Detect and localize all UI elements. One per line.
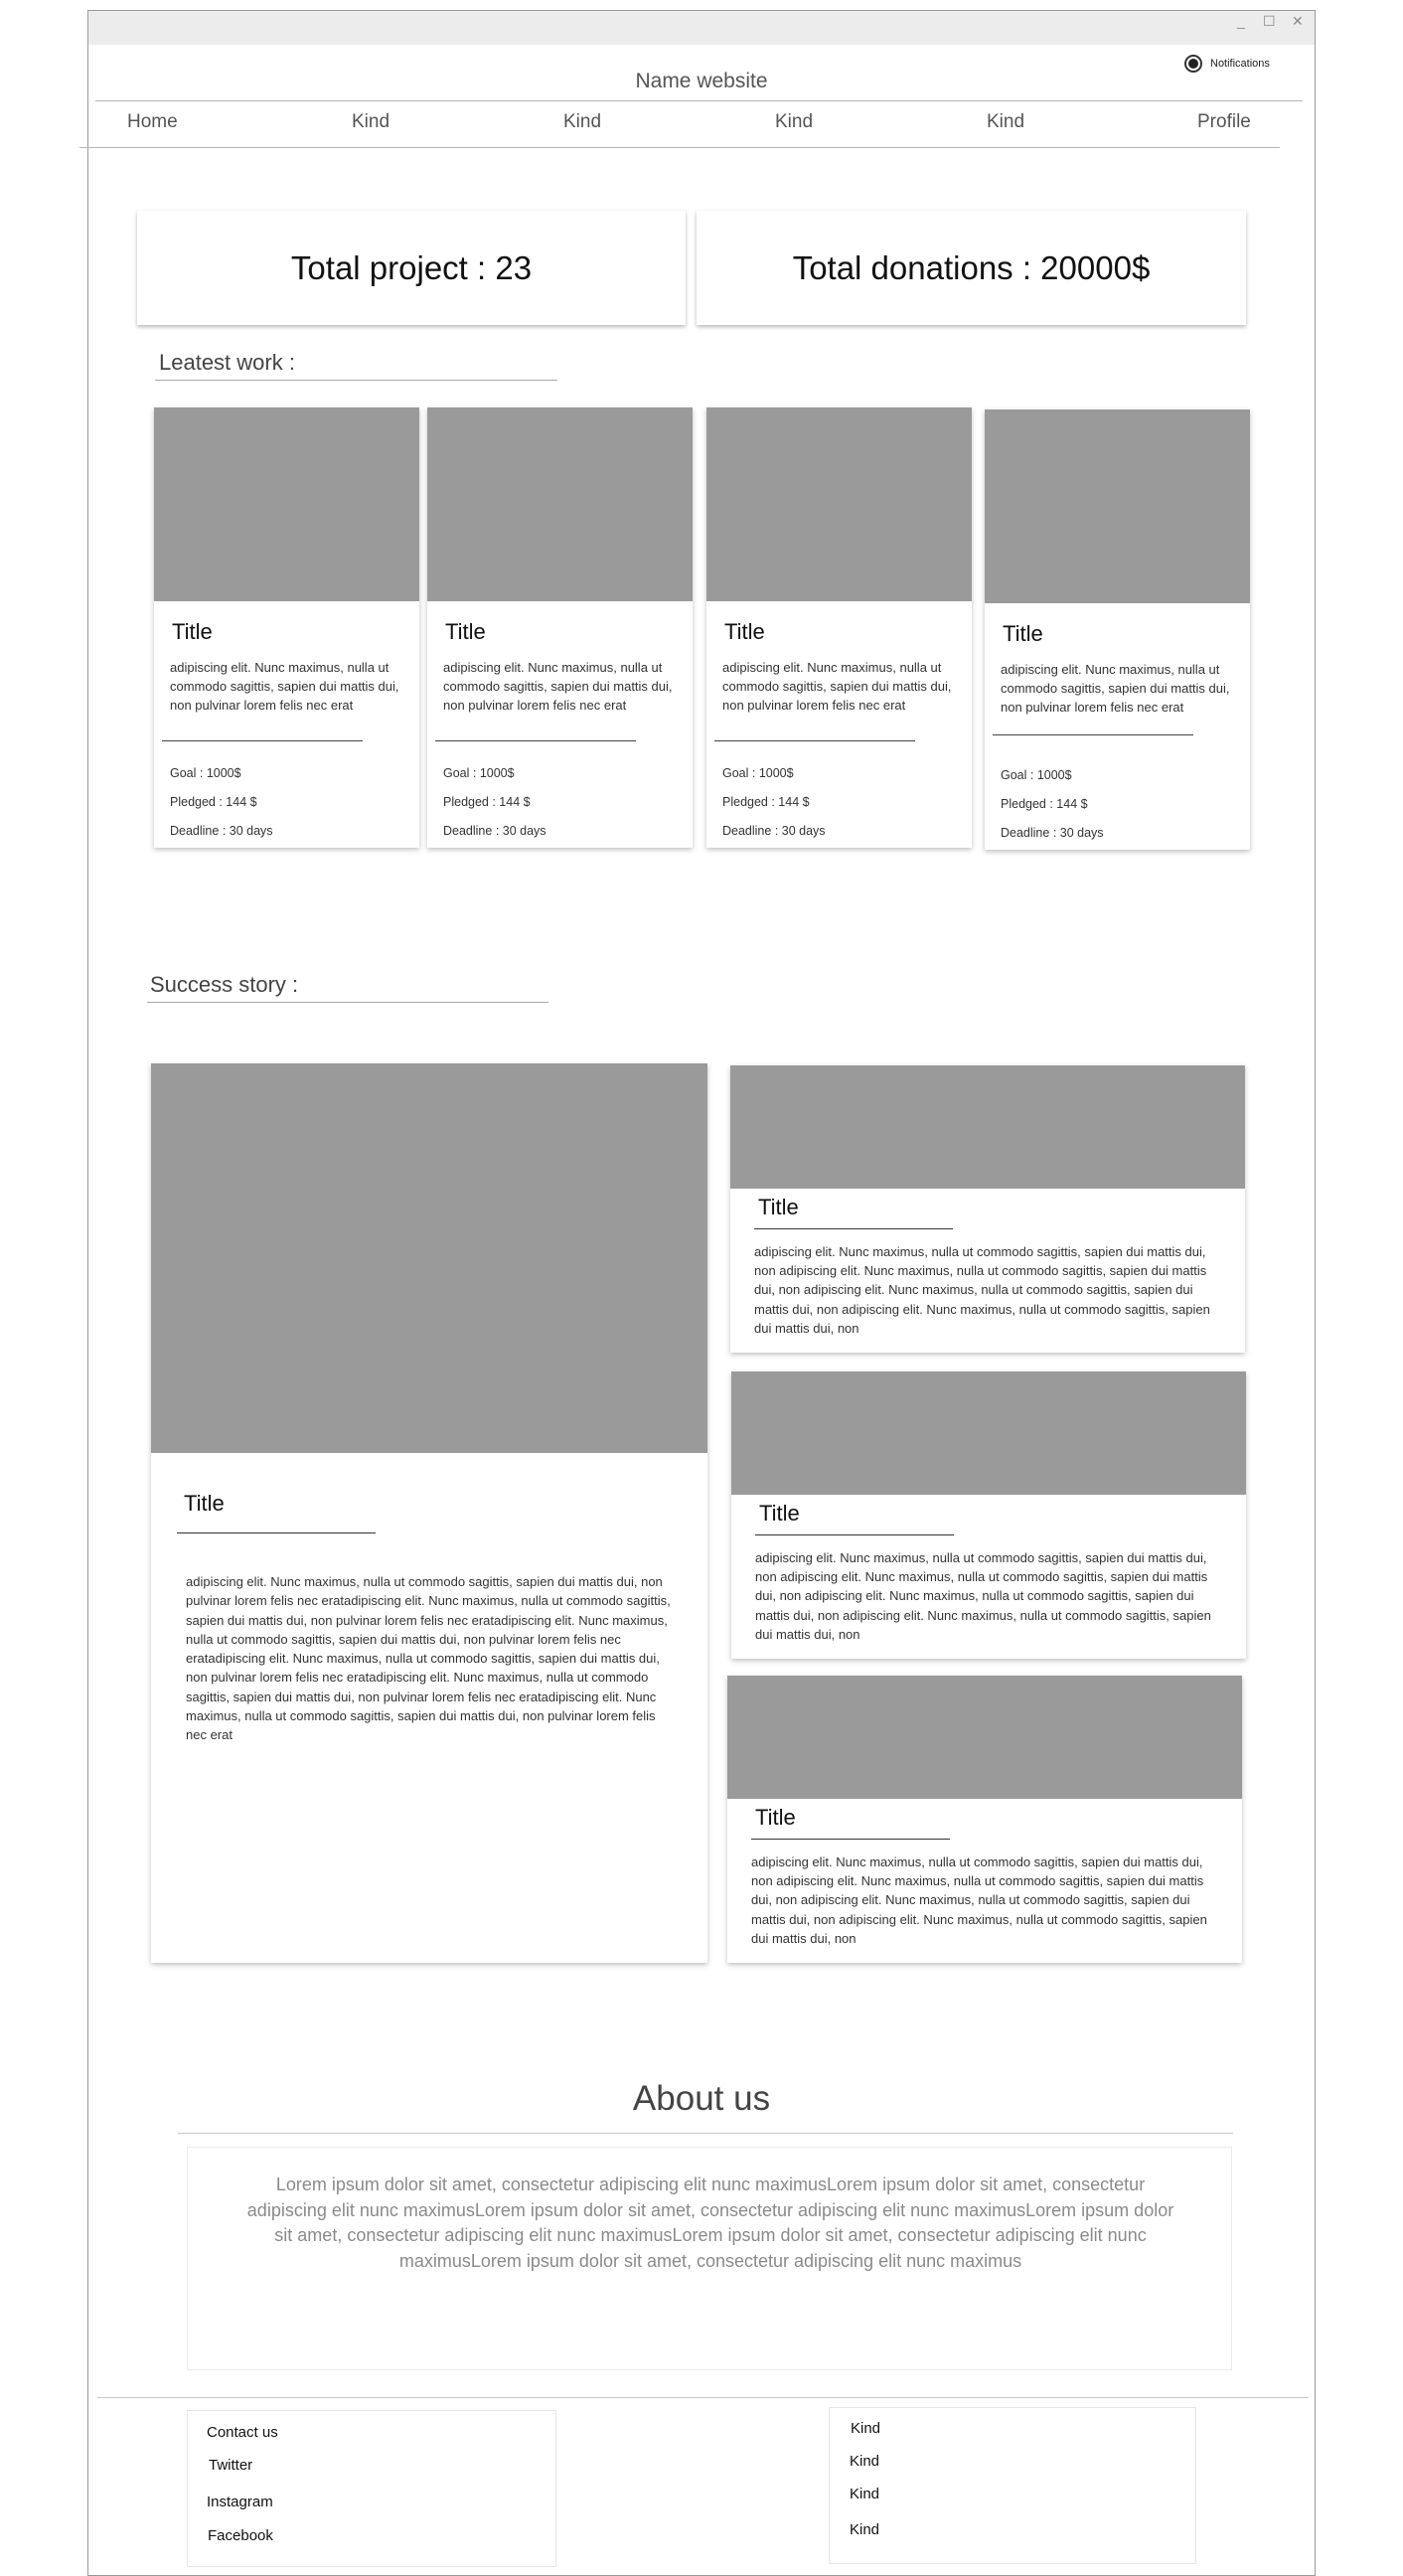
success-story-underline [147,1002,548,1003]
project-card[interactable] [427,407,693,848]
total-projects-text: Total project : 23 [290,248,533,286]
footer-link-kind[interactable]: Kind [851,2420,881,2437]
story-description: adipiscing elit. Nunc maximus, nulla ut commodo sagittis, sapien dui mattis dui, non adipiscing elit. Nunc maximus, nulla ut commodo sagittis, sapien dui mattis dui, non adipiscing elit. Nunc maximus, nulla ut commodo sagittis, sapien dui mattis dui, non adipiscing elit. Nunc maximus, nulla ut commodo sagittis, sapien dui mattis dui, non [754,1244,1210,1336]
project-description: adipiscing elit. Nunc maximus, nulla ut commodo sagittis, sapien dui mattis dui, non pulvinar lorem felis nec erat [170,660,399,713]
project-divider [993,734,1193,735]
project-pledged: Pledged : 144 $ [722,795,810,809]
story-card[interactable] [727,1676,1242,1963]
featured-story-divider [177,1532,376,1533]
nav-divider [79,147,1280,148]
story-image [727,1676,1242,1799]
story-divider [754,1228,953,1229]
project-title: Title [445,619,486,644]
footer-link-instagram[interactable]: Instagram [207,2494,273,2510]
site-name: Name website [635,70,768,92]
footer-link-twitter[interactable]: Twitter [209,2457,253,2474]
maximize-icon[interactable]: ☐ [1263,13,1276,29]
story-card[interactable] [731,1371,1246,1659]
project-card[interactable] [985,409,1250,850]
project-deadline: Deadline : 30 days [722,824,826,838]
project-title: Title [172,619,213,644]
notifications-label: Notifications [1210,58,1270,70]
project-description: adipiscing elit. Nunc maximus, nulla ut commodo sagittis, sapien dui mattis dui, non pulvinar lorem felis nec erat [722,660,952,713]
project-goal: Goal : 1000$ [443,766,515,780]
story-description: adipiscing elit. Nunc maximus, nulla ut commodo sagittis, sapien dui mattis dui, non adipiscing elit. Nunc maximus, nulla ut commodo sagittis, sapien dui mattis dui, non adipiscing elit. Nunc maximus, nulla ut commodo sagittis, sapien dui mattis dui, non adipiscing elit. Nunc maximus, nulla ut commodo sagittis, sapien dui mattis dui, non [755,1550,1211,1642]
project-pledged: Pledged : 144 $ [170,795,257,809]
story-image [730,1065,1245,1189]
footer-kind-box [829,2407,1196,2564]
about-divider [178,2133,1233,2134]
story-title: Title [759,1501,800,1526]
project-deadline: Deadline : 30 days [443,824,546,838]
nav-profile[interactable]: Profile [1197,111,1251,132]
project-image [706,407,972,601]
project-title: Title [724,619,765,644]
featured-story-title: Title [184,1491,225,1516]
success-story-heading: Success story : [150,972,299,997]
story-divider [755,1534,954,1535]
project-image [154,407,419,601]
close-icon[interactable]: ✕ [1292,13,1304,29]
project-card[interactable] [706,407,972,848]
footer-divider [97,2397,1309,2398]
project-pledged: Pledged : 144 $ [1001,797,1088,811]
footer-link-kind[interactable]: Kind [850,2453,880,2470]
project-pledged: Pledged : 144 $ [443,795,531,809]
about-us-text: Lorem ipsum dolor sit amet, consectetur adipiscing elit nunc maximusLorem ipsum dolor sit amet, consectetur adipiscing elit nunc maximusLorem ipsum dolor sit amet, consectetur adipiscing elit nunc maximusLorem ipsum dolor sit amet, consectetur adipiscing elit nunc maximusLorem ipsum dolor sit amet, consectetur adipiscing elit nunc maximusLorem ipsum dolor sit amet, consectetur adipiscing elit nunc maximus [246,2174,1174,2271]
project-goal: Goal : 1000$ [170,766,241,780]
window-titlebar [88,11,1315,45]
project-deadline: Deadline : 30 days [170,824,273,838]
latest-work-heading: Leatest work : [159,350,295,375]
project-description: adipiscing elit. Nunc maximus, nulla ut commodo sagittis, sapien dui mattis dui, non pulvinar lorem felis nec erat [443,660,673,713]
minimize-icon[interactable]: _ [1237,13,1245,29]
footer-link-facebook[interactable]: Facebook [208,2527,273,2544]
total-projects-card [137,211,686,325]
nav-kind-1[interactable]: Kind [352,111,390,132]
project-deadline: Deadline : 30 days [1001,826,1104,840]
story-description: adipiscing elit. Nunc maximus, nulla ut commodo sagittis, sapien dui mattis dui, non adipiscing elit. Nunc maximus, nulla ut commodo sagittis, sapien dui mattis dui, non adipiscing elit. Nunc maximus, nulla ut commodo sagittis, sapien dui mattis dui, non adipiscing elit. Nunc maximus, nulla ut commodo sagittis, sapien dui mattis dui, non [751,1854,1207,1946]
story-image [731,1371,1246,1495]
footer-link-kind[interactable]: Kind [850,2486,880,2502]
project-image [427,407,693,601]
project-goal: Goal : 1000$ [1001,768,1072,782]
nav-kind-3[interactable]: Kind [775,111,814,132]
footer-link-kind[interactable]: Kind [850,2521,880,2538]
story-title: Title [755,1805,796,1830]
footer-contact-us: Contact us [207,2424,278,2441]
story-card[interactable] [730,1065,1245,1353]
about-us-heading: About us [632,2079,771,2118]
featured-story-image [151,1063,707,1453]
total-donations-card [697,211,1246,325]
project-image [985,409,1250,603]
total-donations-text: Total donations : 20000$ [792,248,1151,286]
project-description: adipiscing elit. Nunc maximus, nulla ut commodo sagittis, sapien dui mattis dui, non pulvinar lorem felis nec erat [1001,662,1230,715]
featured-story-card[interactable] [151,1063,707,1963]
project-divider [162,740,363,741]
project-title: Title [1003,621,1043,646]
story-divider [751,1839,950,1840]
nav-kind-4[interactable]: Kind [987,111,1025,132]
project-goal: Goal : 1000$ [722,766,794,780]
header-divider [95,100,1303,101]
project-card[interactable] [154,407,419,848]
project-divider [714,740,915,741]
story-title: Title [758,1195,799,1219]
latest-work-underline [155,380,557,381]
featured-story-description: adipiscing elit. Nunc maximus, nulla ut commodo sagittis, sapien dui mattis dui, non pulvinar lorem felis nec eratadipiscing elit. Nunc maximus, nulla ut commodo sagittis, sapien dui mattis dui, non pulvinar lorem felis nec eratadipiscing elit. Nunc maximus, nulla ut commodo sagittis, sapien dui mattis dui, non pulvinar lorem felis nec eratadipiscing elit. Nunc maximus, nulla ut commodo sagittis, sapien dui mattis dui, non pulvinar lorem felis nec eratadipiscing elit. Nunc maximus, nulla ut commodo sagittis, sapien dui mattis dui, non pulvinar lorem felis nec eratadipiscing elit. Nunc maximus, nulla ut commodo sagittis, sapien dui mattis dui, non pulvinar lorem felis nec erat [186,1574,671,1743]
nav-home[interactable]: Home [127,111,178,132]
nav-kind-2[interactable]: Kind [563,111,602,132]
project-divider [435,740,636,741]
